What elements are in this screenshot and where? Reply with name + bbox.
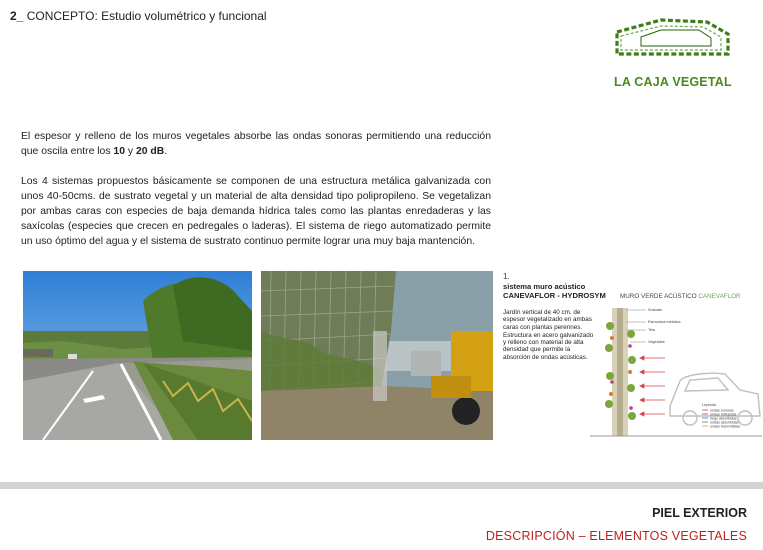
house-outline-icon <box>611 14 733 64</box>
photo-green-wall-construction <box>261 271 493 440</box>
footer-divider <box>0 482 763 489</box>
svg-text:riego absorbidas: riego absorbidas <box>710 416 737 421</box>
footer-title: PIEL EXTERIOR <box>652 506 747 520</box>
body-paragraph-2: Los 4 sistemas propuestos básicamente se componen de una estructura metálica galvanizada con unos 40-50cms. de sustrato vegetal y un material de alta densidad tipo polipropileno. Se vegetalizan por ambas caras con especies de baja demanda hídrica tales como las plantas enredaderas y las saxícolas (especies que crecen en pedregales o laderas). El sistema de riego automatizado permite un uso óptimo del agua y el sistema de sustrato continuo permite lograr una muy baja mantención. <box>21 176 491 247</box>
callout-vegetales: Vegetales <box>648 340 665 344</box>
diagram-number: 1. <box>503 272 510 281</box>
svg-text:ondas reflejadas: ondas reflejadas <box>710 412 737 417</box>
photo-road-green-wall <box>23 271 252 440</box>
legend-title: Leyenda <box>702 403 716 407</box>
footer-subtitle: DESCRIPCIÓN – ELEMENTOS VEGETALES <box>485 529 747 543</box>
section-heading <box>10 9 267 23</box>
body-paragraph-1: El espesor y relleno de los muros vegetales absorbe las ondas sonoras permitiendo una reducción que oscila entre los 10 y 20 dB. <box>21 131 491 157</box>
callout-tela: Tela <box>648 328 655 332</box>
svg-text:ondas absorbidas: ondas absorbidas <box>710 420 739 425</box>
value-20db: 20 dB <box>135 146 165 157</box>
callout-estructura: Estructura metálica <box>648 320 681 324</box>
callout-sustrato: Sustrato <box>648 308 663 312</box>
svg-text:ondas sonoras: ondas sonoras <box>710 408 734 413</box>
svg-text:ondas transmitidas: ondas transmitidas <box>710 424 741 429</box>
section-number: 2_ <box>10 9 24 23</box>
section-title: CONCEPTO: Estudio volumétrico y funcional <box>26 9 267 23</box>
panel-title: MURO VERDE ACÚSTICO CANEVAFLOR <box>620 293 741 300</box>
value-10: 10 <box>113 146 125 157</box>
diagram-title: sistema muro acústico CANEVAFLOR - HYDROSYM <box>503 282 606 300</box>
brand-name: LA CAJA VEGETAL <box>614 75 732 89</box>
diagram-description: Jardín vertical de 40 cm. de espesor vegetalizado en ambas caras con plantas perennes. Estructura en acero galvanizado y relleno con material de alta densidad que permite la absorción de ondas acústicas. <box>503 309 594 361</box>
acoustic-wall-diagram <box>590 286 762 441</box>
